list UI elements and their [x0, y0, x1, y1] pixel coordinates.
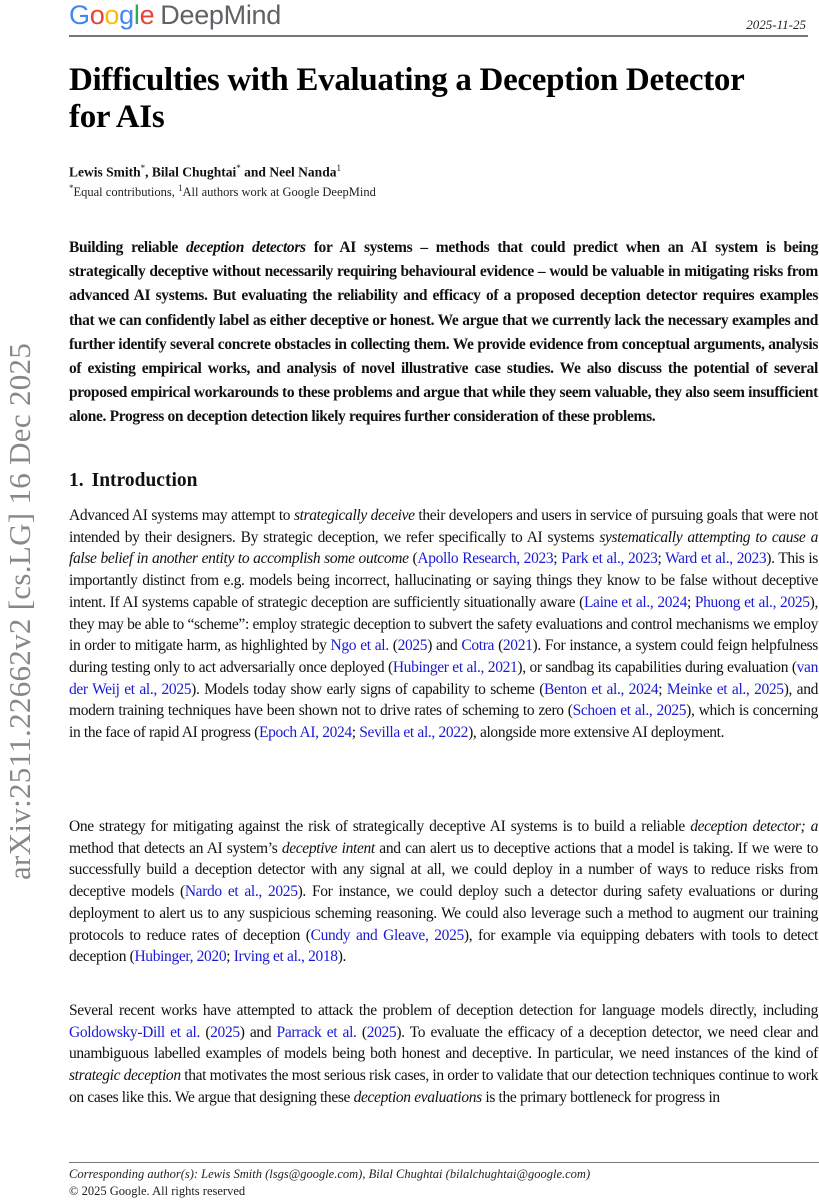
author-separator: , — [145, 164, 152, 180]
author-mark: 1 — [336, 163, 341, 173]
citation-link[interactable]: Irving et al., 2018 — [233, 948, 338, 966]
arxiv-identifier-stamp: arXiv:2511.22662v2 [cs.LG] 16 Dec 2025 — [2, 342, 37, 880]
citation-link[interactable]: Cotra — [461, 637, 495, 655]
author-name: Neel Nanda — [269, 164, 337, 180]
emphasis: deception evaluations — [353, 1088, 482, 1106]
intro-paragraph-3 — [69, 1000, 818, 1109]
logo-letter: o — [89, 0, 105, 30]
corresponding-authors: Corresponding author(s): Lewis Smith (lsgs@google.com), Bilal Chughtai (bilalchughtai@google.com) — [69, 1167, 591, 1181]
copyright-notice: © 2025 Google. All rights reserved — [69, 1184, 246, 1198]
citation-link[interactable]: Apollo Research, 2023 — [417, 550, 554, 568]
abstract-text: Building reliable — [69, 239, 186, 256]
citation-link[interactable]: Sevilla et al., 2022 — [359, 724, 469, 742]
logo-letter: e — [139, 0, 155, 30]
affil-text: All authors work at Google DeepMind — [182, 185, 376, 200]
text: ( — [494, 637, 503, 655]
citation-link[interactable]: Hubinger, 2020 — [134, 948, 227, 966]
text: ), or sandbag its capabilities during evaluation ( — [517, 658, 797, 676]
emphasis: deceptive intent — [281, 839, 375, 857]
citation-link[interactable]: 2021 — [502, 637, 533, 655]
citation-link[interactable]: van der Weij et al., 2025 — [69, 658, 818, 698]
affil-mark: 1 — [178, 183, 183, 193]
logo-letter: g — [119, 0, 134, 30]
affiliation-note — [69, 183, 376, 200]
text: ), they may be able to “scheme”: employ strategic deception to subvert the safety evaluations and control mechanisms we employ in order to mitigate harm, as highlighted by — [69, 593, 818, 655]
text: ), which is concerning in the face of rapid AI progress ( — [69, 702, 818, 742]
text: their developers and users in service of pursuing goals that were not intended by their designers. By strategic deception, we refer specifically to AI systems — [69, 507, 818, 546]
text: method that detects an AI system’s — [69, 839, 282, 857]
abstract-text: for AI systems – methods that could predict when an AI system is being strategically deceptive without necessarily requiring behavioural evidence – would be valuable in mitigating risks from advanced AI systems. But evaluating the reliability and efficacy of a proposed deception detector requires examples that we can confidently label as either deceptive or honest. We argue that we currently lack the necessary examples and further identify several concrete obstacles in collecting them. We provide evidence from conceptual arguments, analysis of existing empirical works, and analysis of novel illustrative case studies. We also discuss the potential of several proposed empirical workarounds to these problems and argue that while they seem valuable, they also seem insufficient alone. Progress on deception detection likely requires further consideration of these problems. — [69, 239, 818, 426]
publication-date: 2025-11-25 — [746, 17, 806, 32]
emphasis: strategically deceive — [293, 507, 415, 524]
author-name: Lewis Smith — [69, 164, 141, 180]
citation-link[interactable]: Schoen et al., 2025 — [572, 702, 687, 720]
citation-link[interactable]: 2025 — [210, 1023, 240, 1041]
logo-deepmind-text: DeepMind — [160, 0, 281, 30]
text: ), and modern training techniques have been shown not to drive rates of scheming to zero ( — [69, 680, 819, 720]
author-mark: * — [236, 163, 241, 173]
text: ). To evaluate the efficacy of a deception detector, we need clear and unambiguous labelled examples of models being both honest and deceptive. In particular, we need instances of the kind of — [69, 1023, 818, 1063]
section-number: 1. — [69, 470, 84, 491]
author-list — [69, 163, 341, 181]
footer-divider — [69, 1162, 819, 1163]
text: that motivates the most serious risk cases, in order to validate that our detection techniques continue to work on cases like this. We argue that designing these — [69, 1067, 818, 1106]
emphasis: systematically attempting to cause a false belief in another entity to accomplish some outcome — [69, 528, 818, 568]
text: ( — [408, 550, 418, 568]
text: ). For instance, a system could feign helpfulness during testing only to act adversarially once deployed ( — [69, 637, 818, 676]
logo-letter: o — [104, 0, 120, 30]
emphasis: strategic deception — [69, 1067, 181, 1085]
logo-letter: l — [133, 0, 140, 30]
citation-link[interactable]: Parrack et al. — [276, 1023, 357, 1041]
section-title-text: Introduction — [91, 470, 198, 491]
text: ( — [388, 637, 398, 655]
text: Several recent works have attempted to attack the problem of deception detection for language models directly, including — [69, 1002, 818, 1019]
text: ; — [658, 680, 667, 698]
citation-link[interactable]: Epoch AI, 2024 — [258, 724, 352, 742]
text: ) and — [239, 1023, 277, 1041]
author-separator: and — [240, 164, 270, 180]
text: ). This is importantly distinct from e.g. models being incorrect, hallucinating or saying things they know to be false without deceptive intent. If AI systems capable of strategic deception are sufficiently situationally aware ( — [69, 550, 818, 611]
citation-link[interactable]: 2025 — [366, 1023, 397, 1041]
text: ), alongside more extensive AI deployment. — [468, 724, 725, 742]
citation-link[interactable]: 2025 — [397, 637, 428, 655]
text: is the primary bottleneck for progress in — [481, 1088, 720, 1106]
citation-link[interactable]: Ngo et al. — [330, 637, 389, 655]
citation-link[interactable]: Laine et al., 2024 — [583, 593, 687, 611]
abstract-emphasis: deception detectors — [186, 239, 306, 256]
emphasis: deception detector; a — [690, 818, 818, 835]
text: and can alert us to deceptive actions that a model is taking. If we were to successfully build a deception detector with any signal at all, we could deploy in a number of ways to reduce risks from deceptive models ( — [69, 839, 818, 901]
citation-link[interactable]: Meinke et al., 2025 — [666, 680, 784, 698]
text: ; — [351, 724, 360, 742]
author-mark: * — [140, 163, 146, 173]
author-name: Bilal Chughtai — [151, 164, 237, 180]
paper-title: Difficulties with Evaluating a Deception Detector for AIs — [69, 62, 744, 135]
text: ; — [686, 593, 695, 611]
affil-text: Equal contributions, — [73, 185, 178, 200]
citation-link[interactable]: Benton et al., 2024 — [544, 680, 659, 698]
abstract — [69, 236, 818, 430]
affil-mark: * — [69, 183, 74, 193]
text: ). — [337, 948, 347, 966]
text: ; — [553, 550, 562, 568]
citation-link[interactable]: Goldowsky-Dill et al. — [69, 1023, 200, 1041]
text: ). For instance, we could deploy such a detector during safety evaluations or during deployment to alert us to any suspicious scheming reasoning. We could also leverage such a method to augment our training protocols to reduce rates of deception ( — [69, 883, 818, 944]
citation-link[interactable]: Hubinger et al., 2021 — [392, 658, 518, 676]
text: ; — [226, 948, 234, 966]
text: Advanced AI systems may attempt to — [69, 507, 294, 524]
google-deepmind-logo — [69, 0, 281, 30]
text: ( — [200, 1023, 211, 1041]
text: One strategy for mitigating against the risk of strategically deceptive AI systems is to build a reliable — [69, 818, 691, 835]
section-heading-introduction — [69, 470, 197, 492]
citation-link[interactable]: Cundy and Gleave, 2025 — [310, 926, 464, 944]
citation-link[interactable]: Phuong et al., 2025 — [694, 593, 810, 611]
citation-link[interactable]: Nardo et al., 2025 — [184, 883, 298, 901]
text: ). Models today show early signs of capability to scheme ( — [191, 680, 545, 698]
text: ), for example via equipping debaters with tools to detect deception ( — [69, 926, 818, 966]
text: ( — [356, 1023, 367, 1041]
intro-paragraph-2 — [69, 816, 818, 968]
logo-letter: G — [69, 0, 90, 30]
intro-paragraph-1 — [69, 505, 818, 744]
text: ; — [657, 550, 666, 568]
header-divider — [69, 35, 808, 37]
citation-link[interactable]: Ward et al., 2023 — [665, 550, 767, 568]
text: ) and — [427, 637, 462, 655]
citation-link[interactable]: Park et al., 2023 — [561, 550, 658, 568]
